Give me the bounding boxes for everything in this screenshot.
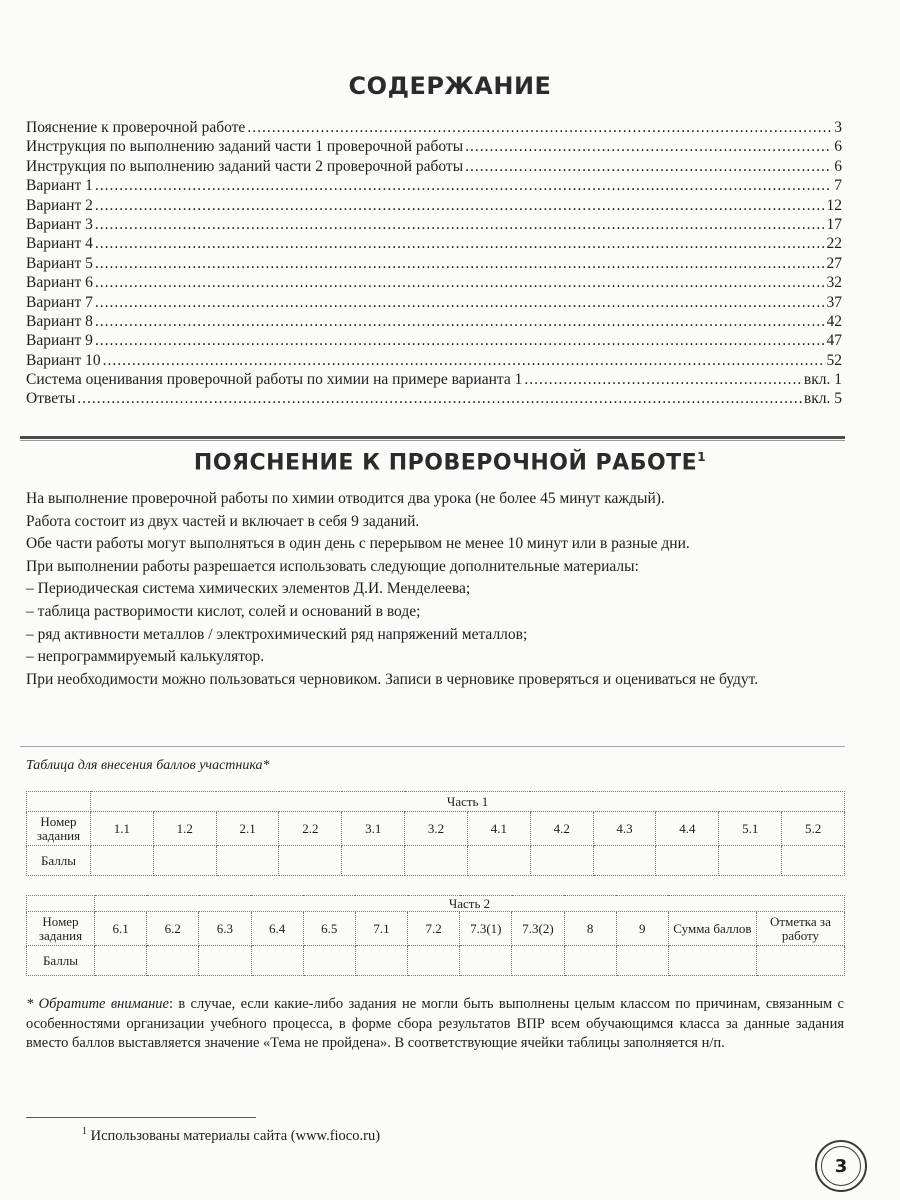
toc-item-page: 32 <box>826 274 842 292</box>
score-input-cell[interactable] <box>530 846 593 876</box>
toc-item-label: Вариант 9 <box>26 332 93 350</box>
toc-leader-dots <box>247 118 832 137</box>
task-number-cell: 4.3 <box>593 812 656 846</box>
task-number-cell: 3.2 <box>405 812 468 846</box>
toc-item-label: Инструкция по выполнению заданий части 2 проверочной работы <box>26 157 464 175</box>
toc-item-label: Вариант 2 <box>26 196 93 214</box>
footnote-mark: 1 <box>697 450 707 464</box>
task-number-cell: 1.1 <box>91 812 154 846</box>
table-of-contents <box>26 118 842 409</box>
task-number-row <box>27 812 845 846</box>
score-input-cell[interactable] <box>756 946 844 976</box>
task-number-cell: 7.3(2) <box>512 912 564 946</box>
intro-paragraph: При выполнении работы разрешается использовать следующие дополнительные материалы: <box>26 557 639 575</box>
task-number-cell: 5.1 <box>719 812 782 846</box>
score-row <box>27 846 845 876</box>
score-input-cell[interactable] <box>251 946 303 976</box>
toc-leader-dots <box>95 215 825 234</box>
toc-item <box>26 234 842 253</box>
score-input-cell[interactable] <box>512 946 564 976</box>
score-input-cell[interactable] <box>216 846 279 876</box>
task-number-cell: 4.2 <box>530 812 593 846</box>
toc-item-page: 47 <box>826 332 842 350</box>
task-number-cell: 7.2 <box>408 912 460 946</box>
toc-item <box>26 331 842 350</box>
score-input-cell[interactable] <box>467 846 530 876</box>
score-input-cell[interactable] <box>279 846 342 876</box>
section-divider <box>20 436 845 439</box>
score-input-cell[interactable] <box>719 846 782 876</box>
toc-item-label: Вариант 7 <box>26 293 93 311</box>
task-number-cell: 4.4 <box>656 812 719 846</box>
intro-paragraph: – ряд активности металлов / электрохимический ряд напряжений металлов; <box>26 625 528 643</box>
footnote-rule <box>26 1117 256 1118</box>
task-number-cell: 5.2 <box>782 812 845 846</box>
toc-item-page: вкл. 5 <box>803 390 842 408</box>
toc-leader-dots <box>95 273 825 292</box>
score-input-cell[interactable] <box>355 946 407 976</box>
row-label-task: Номер задания <box>27 812 91 846</box>
intro-paragraph: – Периодическая система химических элементов Д.И. Менделеева; <box>26 580 471 598</box>
toc-item <box>26 370 842 389</box>
table-corner-cell <box>27 792 91 812</box>
task-number-cell: 4.1 <box>467 812 530 846</box>
toc-item-label: Вариант 8 <box>26 312 93 330</box>
toc-item-label: Инструкция по выполнению заданий части 1 проверочной работы <box>26 138 464 156</box>
toc-leader-dots <box>77 389 802 408</box>
toc-item-page: 22 <box>826 235 842 253</box>
toc-item <box>26 273 842 292</box>
section-divider-thin <box>20 440 845 441</box>
task-number-cell: 8 <box>564 912 616 946</box>
score-input-cell[interactable] <box>460 946 512 976</box>
toc-item-page: 6 <box>834 138 842 156</box>
score-input-cell[interactable] <box>656 846 719 876</box>
toc-item-page: 6 <box>834 157 842 175</box>
task-number-cell: 9 <box>616 912 668 946</box>
toc-leader-dots <box>95 331 825 350</box>
task-number-cell: 3.1 <box>342 812 405 846</box>
toc-item <box>26 312 842 331</box>
intro-paragraph: При необходимости можно пользоваться черновиком. Записи в черновике проверяться и оцениваться не будут. <box>26 670 759 688</box>
task-number-cell: 7.3(1) <box>460 912 512 946</box>
intro-paragraph: – таблица растворимости кислот, солей и оснований в воде; <box>26 602 421 620</box>
toc-item-page: 3 <box>834 119 842 136</box>
table-header-row <box>27 896 845 912</box>
note-text: : в случае, если какие-либо задания не могли быть выполнены целым классом по причинам, связанным с особенностями организации учебного процесса, в форме сбора результатов ВПР всем обучающимся класса за данные задания вместо баллов выставляется значение «Тема не пройдена». В соответствующие ячейки таблицы заполняется н/п. <box>26 996 844 1051</box>
sum-label-cell: Сумма баллов <box>668 912 756 946</box>
part-title: Часть 2 <box>95 896 845 912</box>
score-input-cell[interactable] <box>782 846 845 876</box>
score-input-cell[interactable] <box>616 946 668 976</box>
page-number: 3 <box>834 1155 848 1177</box>
intro-paragraph: – непрограммируемый калькулятор. <box>26 648 265 666</box>
score-input-cell[interactable] <box>668 946 756 976</box>
score-input-cell[interactable] <box>564 946 616 976</box>
intro-paragraph: На выполнение проверочной работы по химии отводится два урока (не более 45 минут каждый). <box>26 490 665 507</box>
toc-item <box>26 254 842 273</box>
row-label-score: Баллы <box>27 946 95 976</box>
score-input-cell[interactable] <box>342 846 405 876</box>
toc-leader-dots <box>103 351 825 370</box>
task-number-cell: 6.2 <box>147 912 199 946</box>
toc-leader-dots <box>465 157 832 176</box>
score-input-cell[interactable] <box>91 846 154 876</box>
task-number-cell: 6.3 <box>199 912 251 946</box>
task-number-cell: 6.4 <box>251 912 303 946</box>
attention-note <box>26 995 844 1054</box>
page-number-badge <box>815 1140 867 1192</box>
toc-item-label: Вариант 6 <box>26 274 93 292</box>
toc-leader-dots <box>95 196 825 215</box>
intro-paragraph: Работа состоит из двух частей и включает в себя 9 заданий. <box>26 512 420 530</box>
footnote <box>82 1126 380 1145</box>
table-corner-cell <box>27 896 95 912</box>
toc-item <box>26 215 842 234</box>
toc-leader-dots <box>465 137 832 156</box>
task-number-cell: 6.5 <box>303 912 355 946</box>
toc-item-page: 7 <box>834 177 842 195</box>
score-input-cell[interactable] <box>199 946 251 976</box>
toc-item-label: Система оценивания проверочной работы по химии на примере варианта 1 <box>26 371 523 389</box>
score-row <box>27 946 845 976</box>
table-header-row <box>27 792 845 812</box>
toc-leader-dots <box>95 254 825 273</box>
task-number-cell: 1.2 <box>153 812 216 846</box>
toc-item <box>26 293 842 312</box>
task-number-cell: 7.1 <box>355 912 407 946</box>
toc-item-label: Вариант 5 <box>26 254 93 272</box>
toc-item-page: 52 <box>826 351 842 369</box>
toc-item <box>26 137 842 156</box>
task-number-cell: 6.1 <box>95 912 147 946</box>
score-input-cell[interactable] <box>405 846 468 876</box>
toc-item <box>26 157 842 176</box>
toc-leader-dots <box>524 370 802 389</box>
toc-item <box>26 118 842 137</box>
toc-item-label: Ответы <box>26 390 76 408</box>
task-number-cell: 2.1 <box>216 812 279 846</box>
task-number-row <box>27 912 845 946</box>
score-input-cell[interactable] <box>95 946 147 976</box>
toc-title: СОДЕРЖАНИЕ <box>348 72 552 100</box>
toc-item <box>26 176 842 195</box>
toc-leader-dots <box>95 176 832 195</box>
toc-item-label: Вариант 4 <box>26 235 93 253</box>
toc-item-page: 27 <box>826 254 842 272</box>
toc-item-page: 42 <box>826 312 842 330</box>
row-label-score: Баллы <box>27 846 91 876</box>
task-number-cell: 2.2 <box>279 812 342 846</box>
grade-label-cell: Отметка за работу <box>756 912 844 946</box>
footnote-number: 1 <box>82 1126 87 1137</box>
table-divider <box>20 746 845 747</box>
section-title <box>0 450 900 475</box>
toc-item-page: вкл. 1 <box>803 371 842 389</box>
score-input-cell[interactable] <box>408 946 460 976</box>
part-title: Часть 1 <box>91 792 845 812</box>
toc-item-page: 37 <box>826 293 842 311</box>
toc-leader-dots <box>95 312 825 331</box>
intro-paragraph: Обе части работы могут выполняться в один день с перерывом не менее 10 минут или в разные дни. <box>26 535 690 553</box>
score-table-part1 <box>26 791 845 876</box>
section-title-text: ПОЯСНЕНИЕ К ПРОВЕРОЧНОЙ РАБОТЕ <box>193 450 698 476</box>
toc-item <box>26 196 842 215</box>
score-input-cell[interactable] <box>593 846 656 876</box>
toc-item <box>26 389 842 408</box>
toc-item-label: Вариант 3 <box>26 215 93 233</box>
toc-item-label: Вариант 10 <box>26 351 101 369</box>
toc-item <box>26 351 842 370</box>
toc-item-page: 12 <box>826 196 842 214</box>
note-emphasis: * Обратите внимание <box>26 996 169 1012</box>
toc-leader-dots <box>95 234 825 253</box>
score-input-cell[interactable] <box>147 946 199 976</box>
table-caption: Таблица для внесения баллов участника* <box>26 758 270 773</box>
score-input-cell[interactable] <box>153 846 216 876</box>
footnote-text: Использованы материалы сайта (www.fioco.ru) <box>90 1127 381 1144</box>
intro-text <box>26 488 842 691</box>
toc-item-page: 17 <box>826 215 842 233</box>
row-label-task: Номер задания <box>27 912 95 946</box>
toc-item-label: Пояснение к проверочной работе <box>26 119 246 136</box>
score-input-cell[interactable] <box>303 946 355 976</box>
toc-leader-dots <box>95 293 825 312</box>
toc-item-label: Вариант 1 <box>26 177 93 195</box>
score-table-part2 <box>26 895 845 976</box>
